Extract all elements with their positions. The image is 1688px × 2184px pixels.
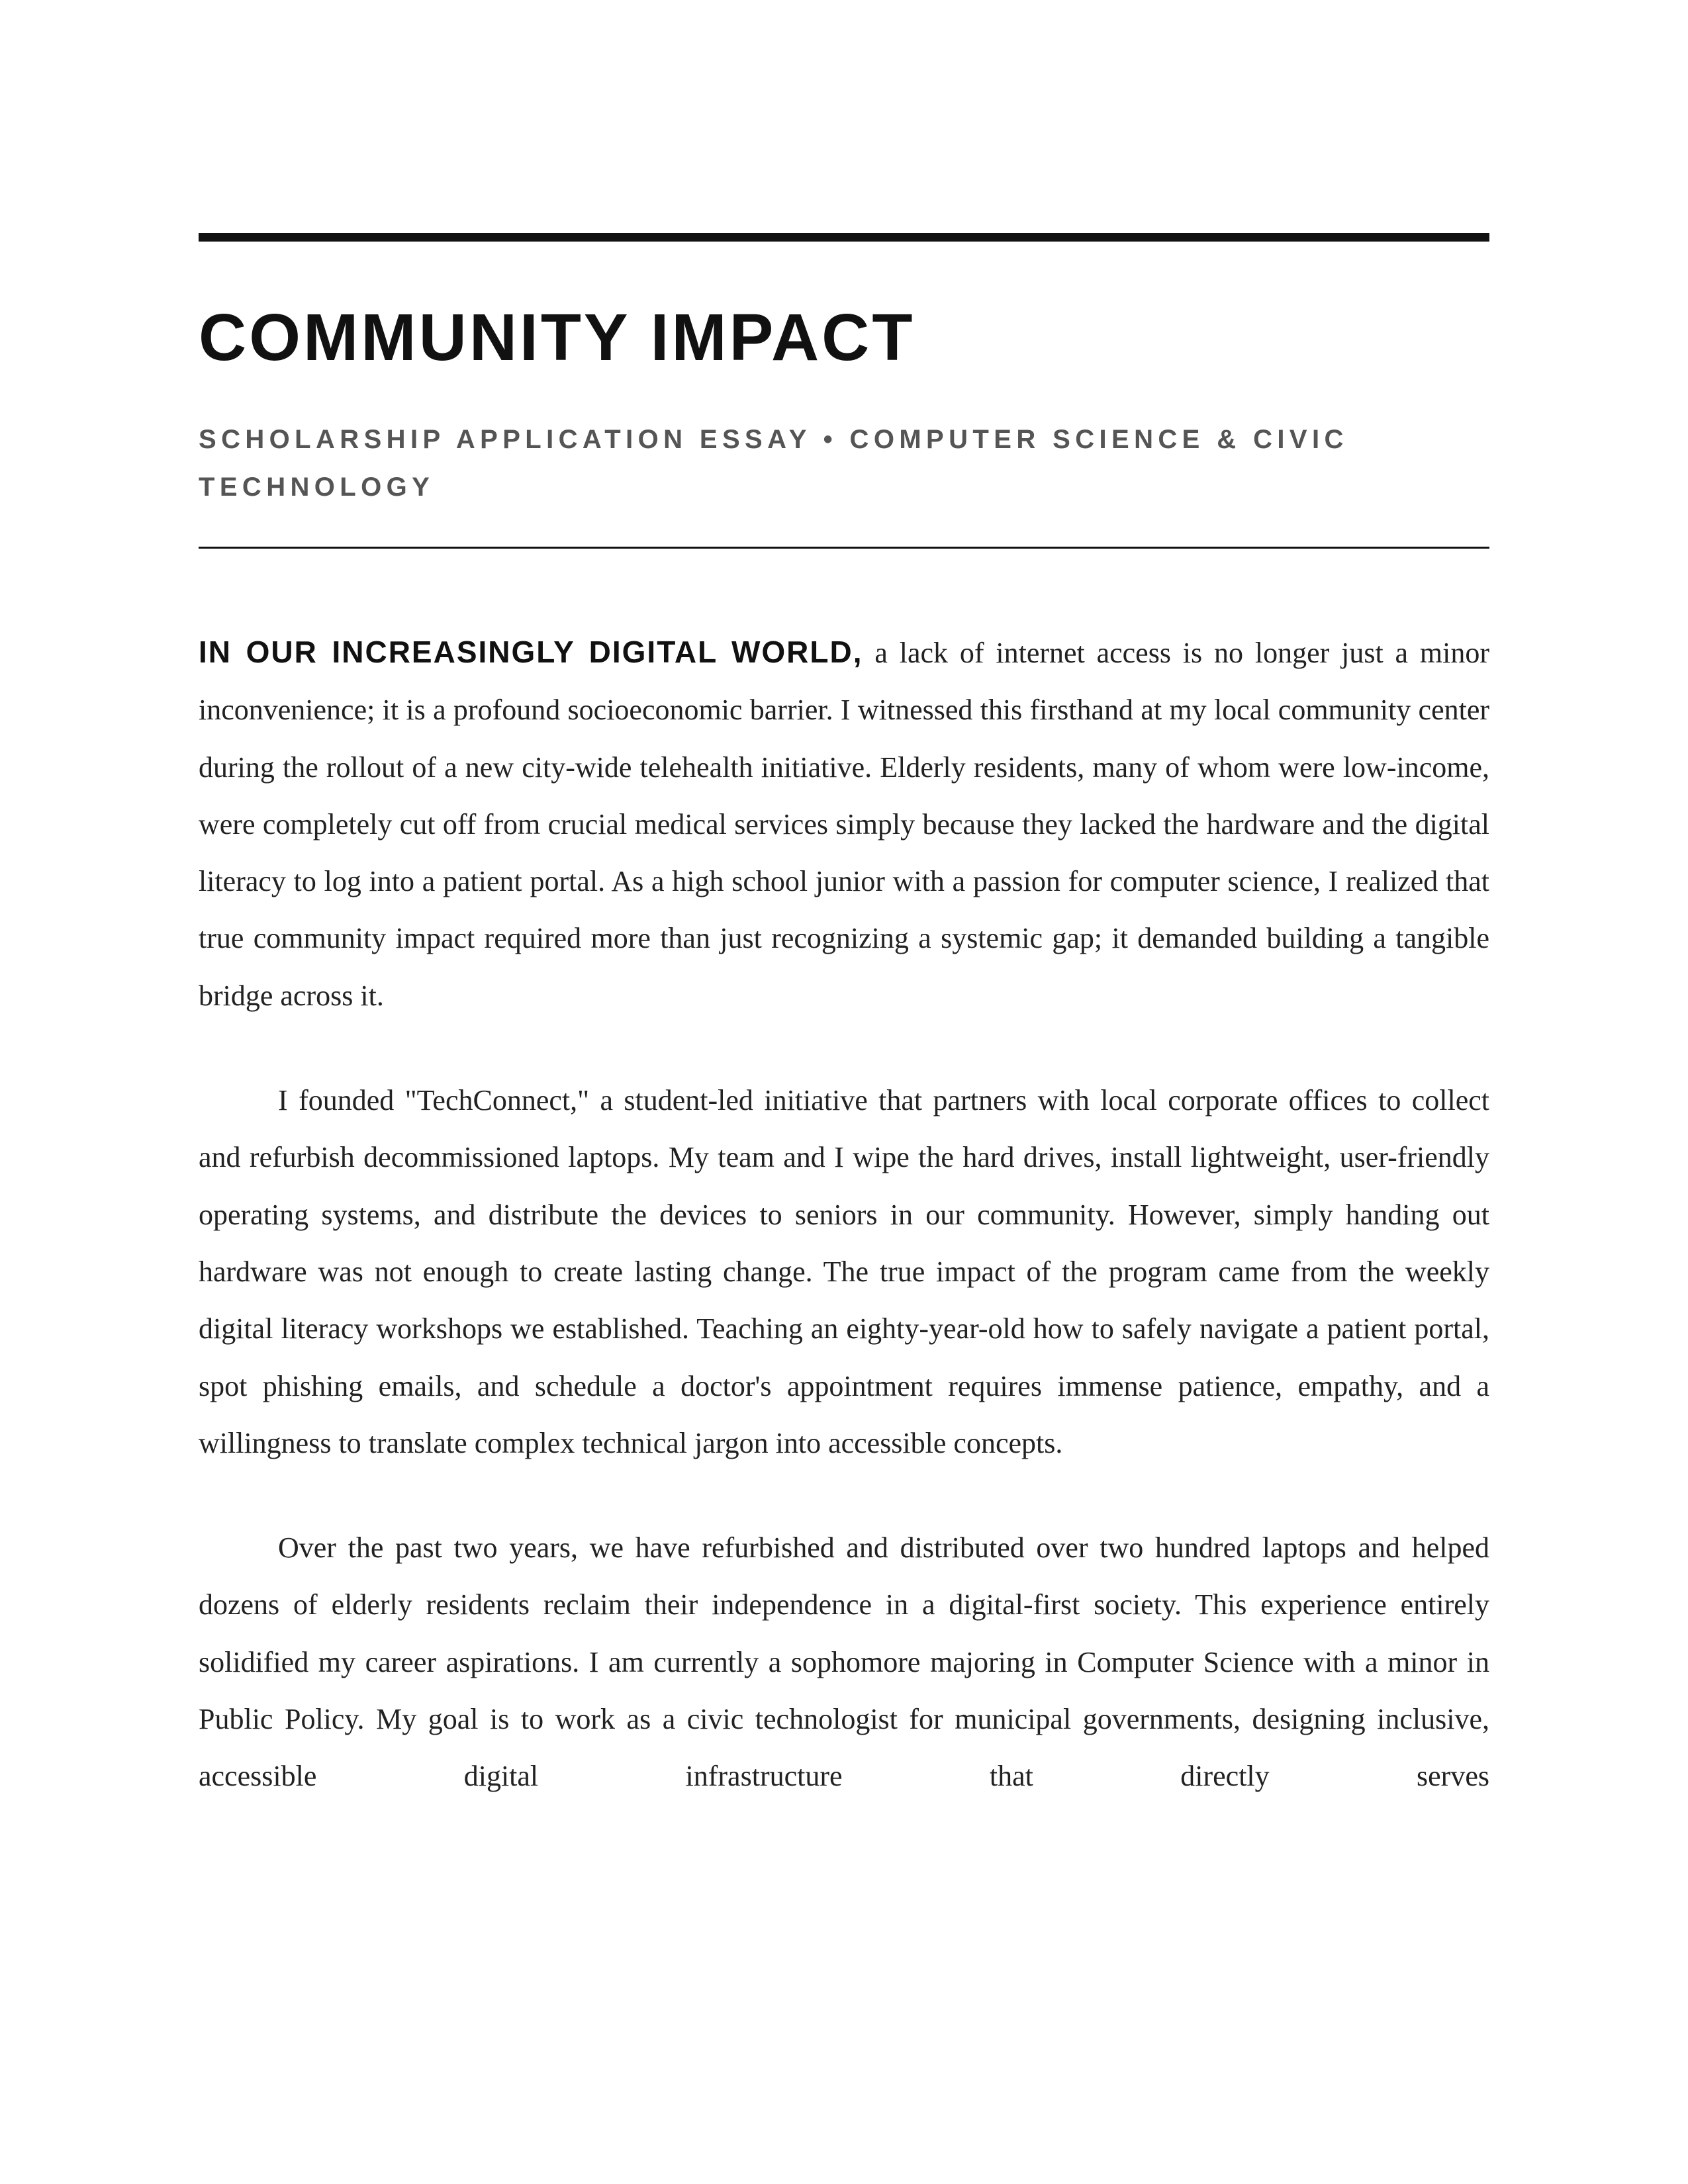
essay-paragraph-1 xyxy=(199,623,1489,1024)
lead-in: IN OUR INCREASINGLY DIGITAL WORLD, xyxy=(199,635,863,669)
top-rule xyxy=(199,233,1489,242)
essay-page xyxy=(199,233,1490,1793)
page-title: COMMUNITY IMPACT xyxy=(199,300,915,375)
header-divider xyxy=(199,547,1489,549)
paragraph-1-text: a lack of internet access is no longer just a minor inconvenience; it is a profound socioeconomic barrier. I witnessed this firsthand at my local community center during the rollout of a new city-wide telehealth initiative. Elderly residents, many of whom were low-income, were completely cut off from crucial medical services simply because they lacked the hardware and the digital literacy to log into a patient portal. As a high school junior with a passion for computer science, I realized that true community impact required more than just recognizing a systemic gap; it demanded building a tangible bridge across it. xyxy=(199,637,1490,1012)
essay-paragraph-2: I founded "TechConnect," a student-led initiative that partners with local corporate offices to collect and refurbish decommissioned laptops. My team and I wipe the hard drives, install lightweight, user-friendly operating systems, and distribute the devices to seniors in our community. However, simply handing out hardware was not enough to create lasting change. The true impact of the program came from the weekly digital literacy workshops we established. Teaching an eighty-year-old how to safely navigate a patient portal, spot phishing emails, and schedule a doctor's appointment requires immense patience, empathy, and a willingness to translate complex technical jargon into accessible concepts. xyxy=(199,1084,1489,1459)
essay-paragraph-3: Over the past two years, we have refurbished and distributed over two hundred laptops and helped dozens of elderly residents reclaim their independence in a digital-first society. This experience entirely solidified my career aspirations. I am currently a sophomore majoring in Computer Science with a minor in Public Policy. My goal is to work as a civic technologist for municipal governments, designing inclusive, accessible digital infrastructure that directly serves xyxy=(199,1531,1489,1793)
page-subtitle: SCHOLARSHIP APPLICATION ESSAY • COMPUTER SCIENCE & CIVIC TECHNOLOGY xyxy=(199,425,1348,502)
essay-body xyxy=(199,623,1489,1853)
